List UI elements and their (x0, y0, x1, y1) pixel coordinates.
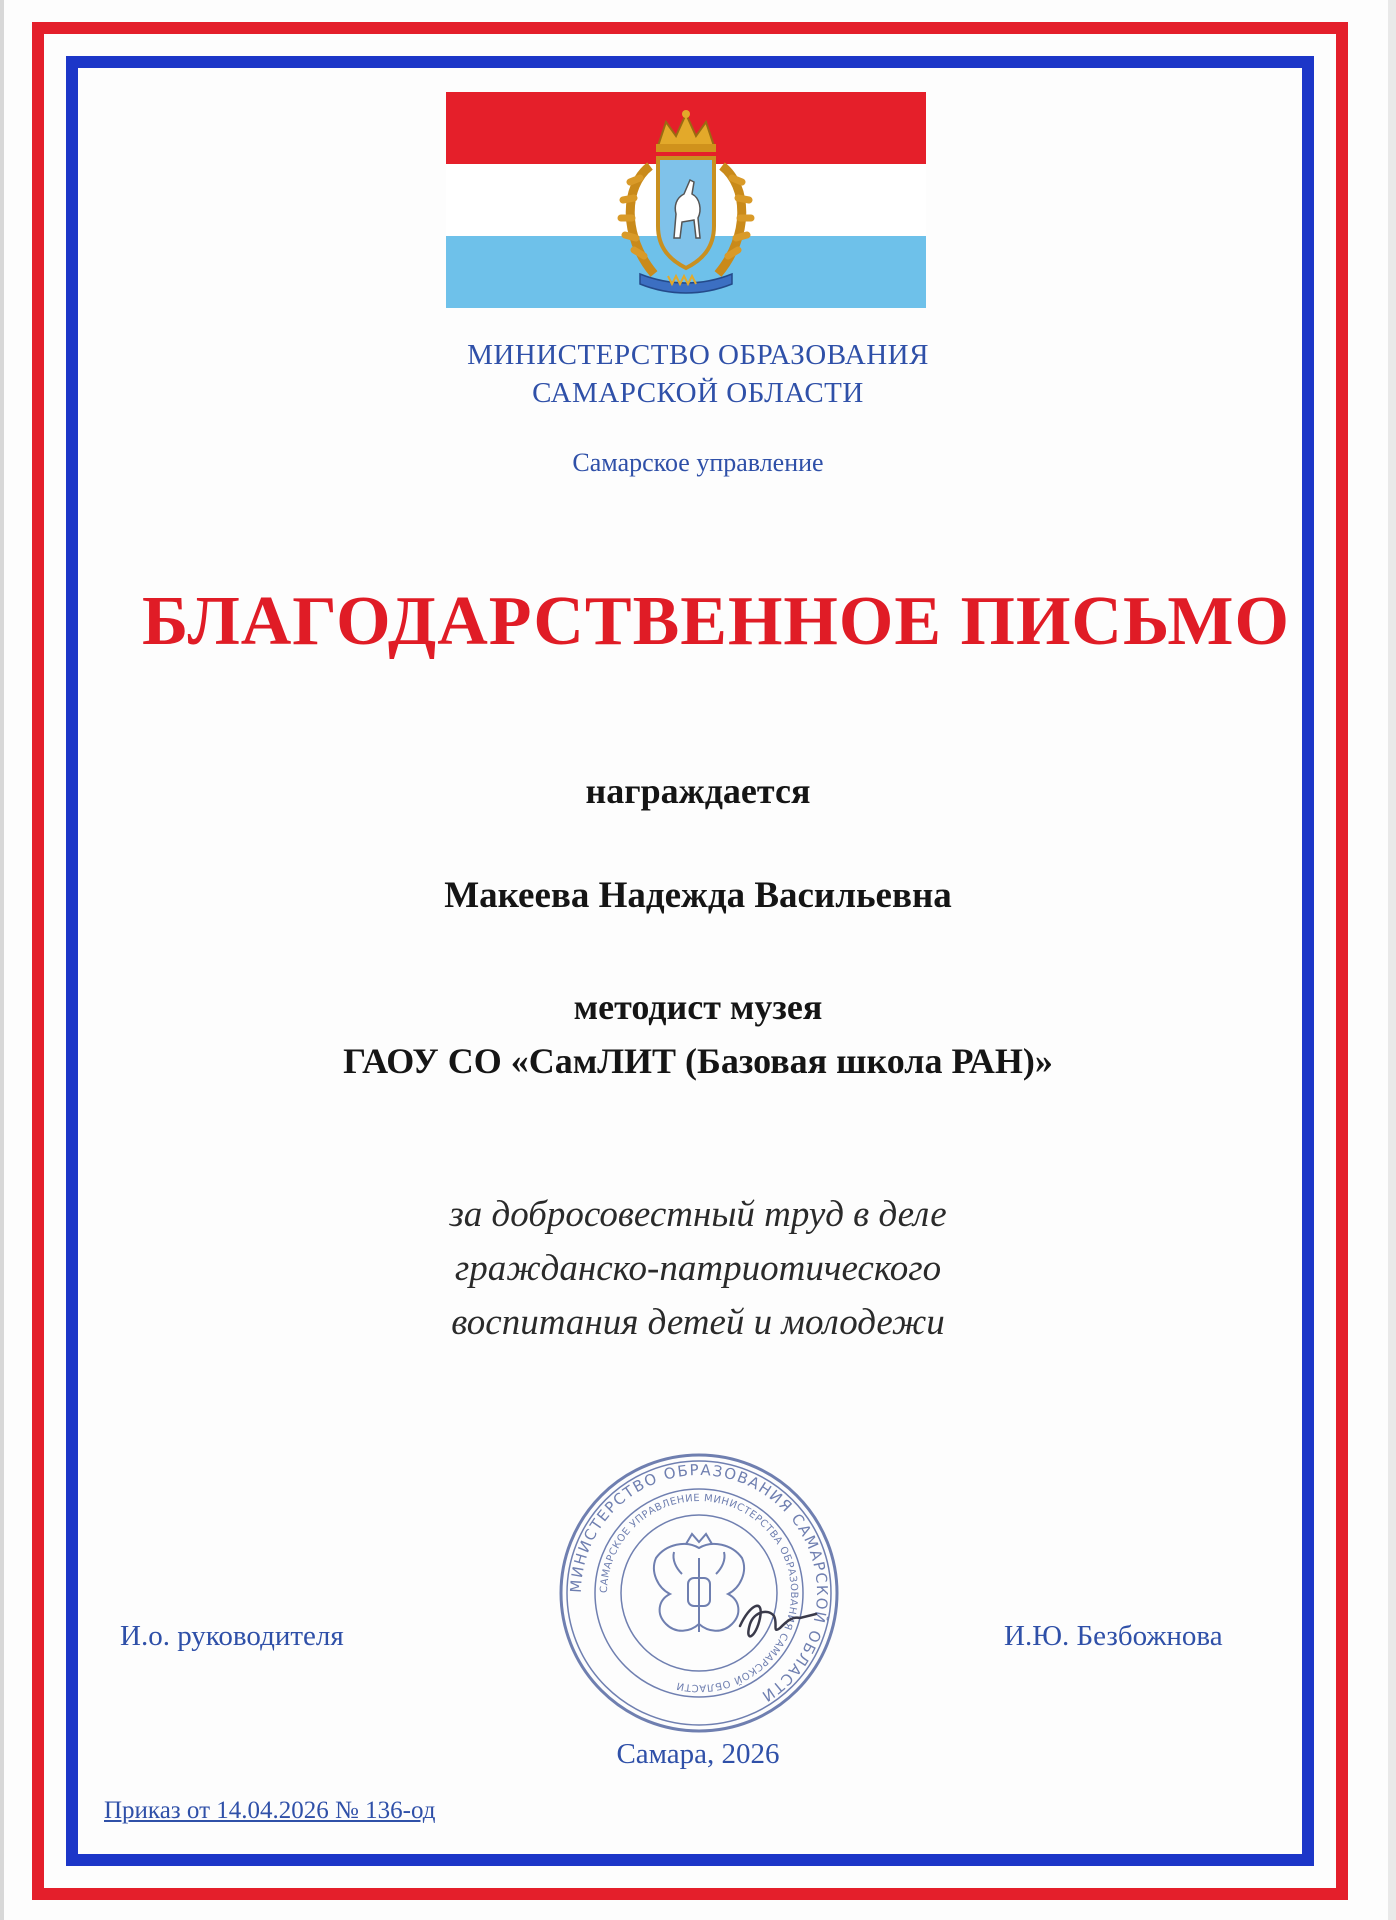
ministry-line-1: МИНИСТЕРСТВО ОБРАЗОВАНИЯ (467, 339, 929, 371)
reason-line-2: гражданско-патриотического (454, 1248, 942, 1289)
reason-line-1: за добросовестный труд в деле (449, 1194, 947, 1235)
scan-edge-right (1388, 0, 1396, 1920)
seal-inner-text: САМАРСКОЕ УПРАВЛЕНИЕ МИНИСТЕРСТВА ОБРАЗОВАНИЯ САМАРСКОЙ ОБЛАСТИ (598, 1492, 800, 1694)
recipient-name: Макеева Надежда Васильевна (444, 875, 952, 916)
department-name: Самарское управление (572, 448, 824, 477)
recipient-position (0, 980, 1396, 1088)
position-line-1: методист музея (573, 987, 823, 1027)
signatory-name: И.Ю. Безбожнова (1004, 1620, 1223, 1652)
signatory-role: И.о. руководителя (120, 1620, 344, 1652)
scan-edge-left (0, 0, 4, 1920)
award-reason (0, 1188, 1396, 1350)
samara-flag (446, 92, 926, 308)
coat-of-arms-icon (610, 106, 762, 298)
order-reference: Приказ от 14.04.2026 № 136-од (104, 1797, 436, 1824)
reason-line-3: воспитания детей и молодежи (451, 1302, 945, 1343)
eagle-emblem-icon (654, 1534, 744, 1632)
document-title: БЛАГОДАРСТВЕННОЕ ПИСЬМО (142, 583, 1290, 660)
signature-scribble (740, 1606, 816, 1637)
place-and-year: Самара, 2026 (616, 1738, 780, 1770)
position-line-2: ГАОУ СО «СамЛИТ (Базовая школа РАН)» (343, 1041, 1053, 1081)
ministry-line-2: САМАРСКОЙ ОБЛАСТИ (532, 377, 864, 409)
ministry-name (0, 336, 1396, 412)
seal-outer-text: МИНИСТЕРСТВО ОБРАЗОВАНИЯ САМАРСКОЙ ОБЛАСТИ (566, 1460, 832, 1706)
awarded-label: награждается (585, 771, 811, 811)
official-seal-stamp (554, 1448, 844, 1738)
